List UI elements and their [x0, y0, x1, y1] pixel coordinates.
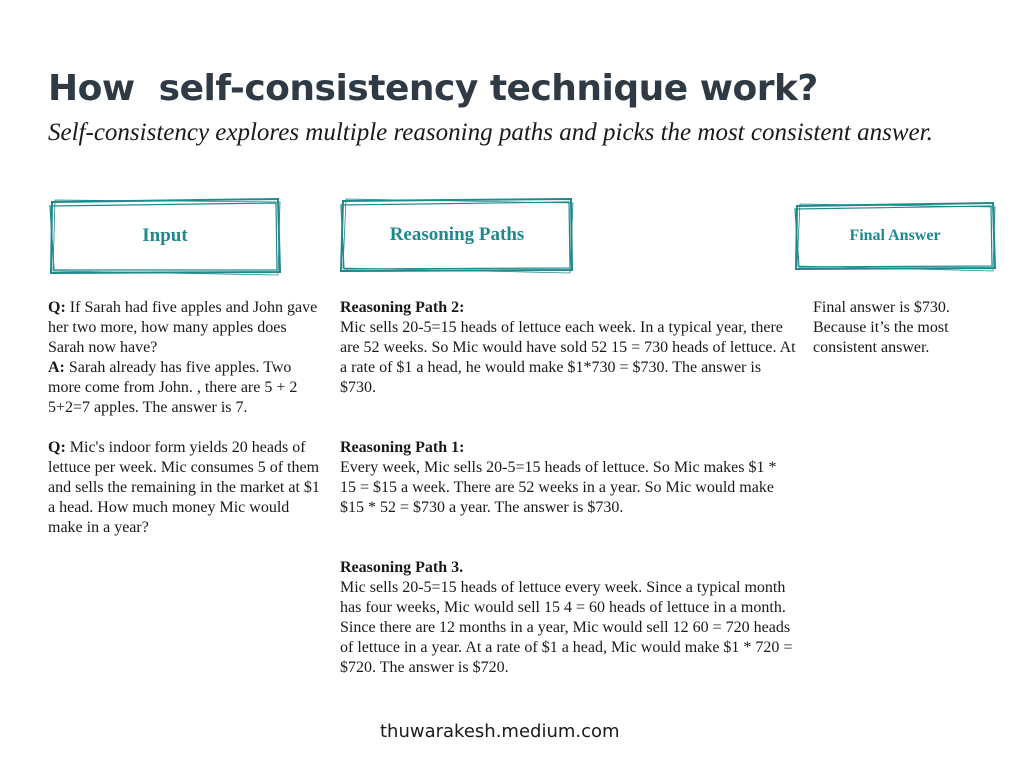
final-column [813, 298, 988, 358]
input-column [48, 298, 323, 538]
answer-1-prefix: A: [48, 359, 65, 376]
reasoning-path-2-label: Reasoning Path 2: [340, 299, 465, 316]
reasoning-path-1 [340, 438, 796, 518]
input-header-box [47, 196, 283, 276]
reasoning-path-1-label: Reasoning Path 1: [340, 439, 465, 456]
question-1-text: If Sarah had five apples and John gave her two more, how many apples does Sarah now have? [48, 299, 318, 356]
question-1-prefix: Q: [48, 299, 66, 316]
footer-source: thuwarakesh.medium.com [380, 721, 620, 742]
reasoning-path-3 [340, 558, 796, 678]
question-1 [48, 298, 323, 358]
reasoning-path-3-label: Reasoning Path 3. [340, 559, 464, 576]
reasoning-header-box [338, 196, 576, 274]
reasoning-path-3-text: Mic sells 20-5=15 heads of lettuce every week. Since a typical month has four weeks, Mic would sell 15 4 = 60 heads of lettuce in a month. Since there are 12 months in a year, Mic would sell 12 60 = 720 heads of lettuce in a year. At a rate of $1 a head, Mic would make $1 * 720 = $720. The answer is $720. [340, 579, 793, 676]
reasoning-path-2 [340, 298, 796, 398]
input-header-label: Input [142, 225, 188, 246]
reasoning-header-label: Reasoning Paths [389, 224, 525, 245]
question-2-text: Mic's indoor form yields 20 heads of lettuce per week. Mic consumes 5 of them and sells the remaining in the market at $1 a head. How much money Mic would make in a year? [48, 439, 320, 536]
reasoning-column [340, 298, 796, 678]
final-answer-text: Final answer is $730. Because it’s the most consistent answer. [813, 299, 950, 356]
reasoning-path-2-text: Mic sells 20-5=15 heads of lettuce each week. In a typical year, there are 52 weeks. So Mic would have sold 52 15 = 730 heads of lettuce. At a rate of $1 a head, he would make $1*730 = $730. The answer is $730. [340, 319, 796, 396]
question-2-prefix: Q: [48, 439, 66, 456]
final-header-label: Final Answer [849, 227, 941, 244]
question-2 [48, 438, 323, 538]
reasoning-path-1-text: Every week, Mic sells 20-5=15 heads of lettuce. So Mic makes $1 * 15 = $15 a week. There are 52 weeks in a year. So Mic would make $15 * 52 = $730 a year. The answer is $730. [340, 459, 777, 516]
page-subtitle: Self-consistency explores multiple reasoning paths and picks the most consistent answer. [48, 119, 933, 146]
answer-1-text: Sarah already has five apples. Two more come from John. , there are 5 + 2 5+2=7 apples. The answer is 7. [48, 359, 298, 416]
answer-1 [48, 358, 323, 418]
final-header-box [792, 200, 998, 272]
page-title: How self-consistency technique work? [48, 68, 818, 109]
